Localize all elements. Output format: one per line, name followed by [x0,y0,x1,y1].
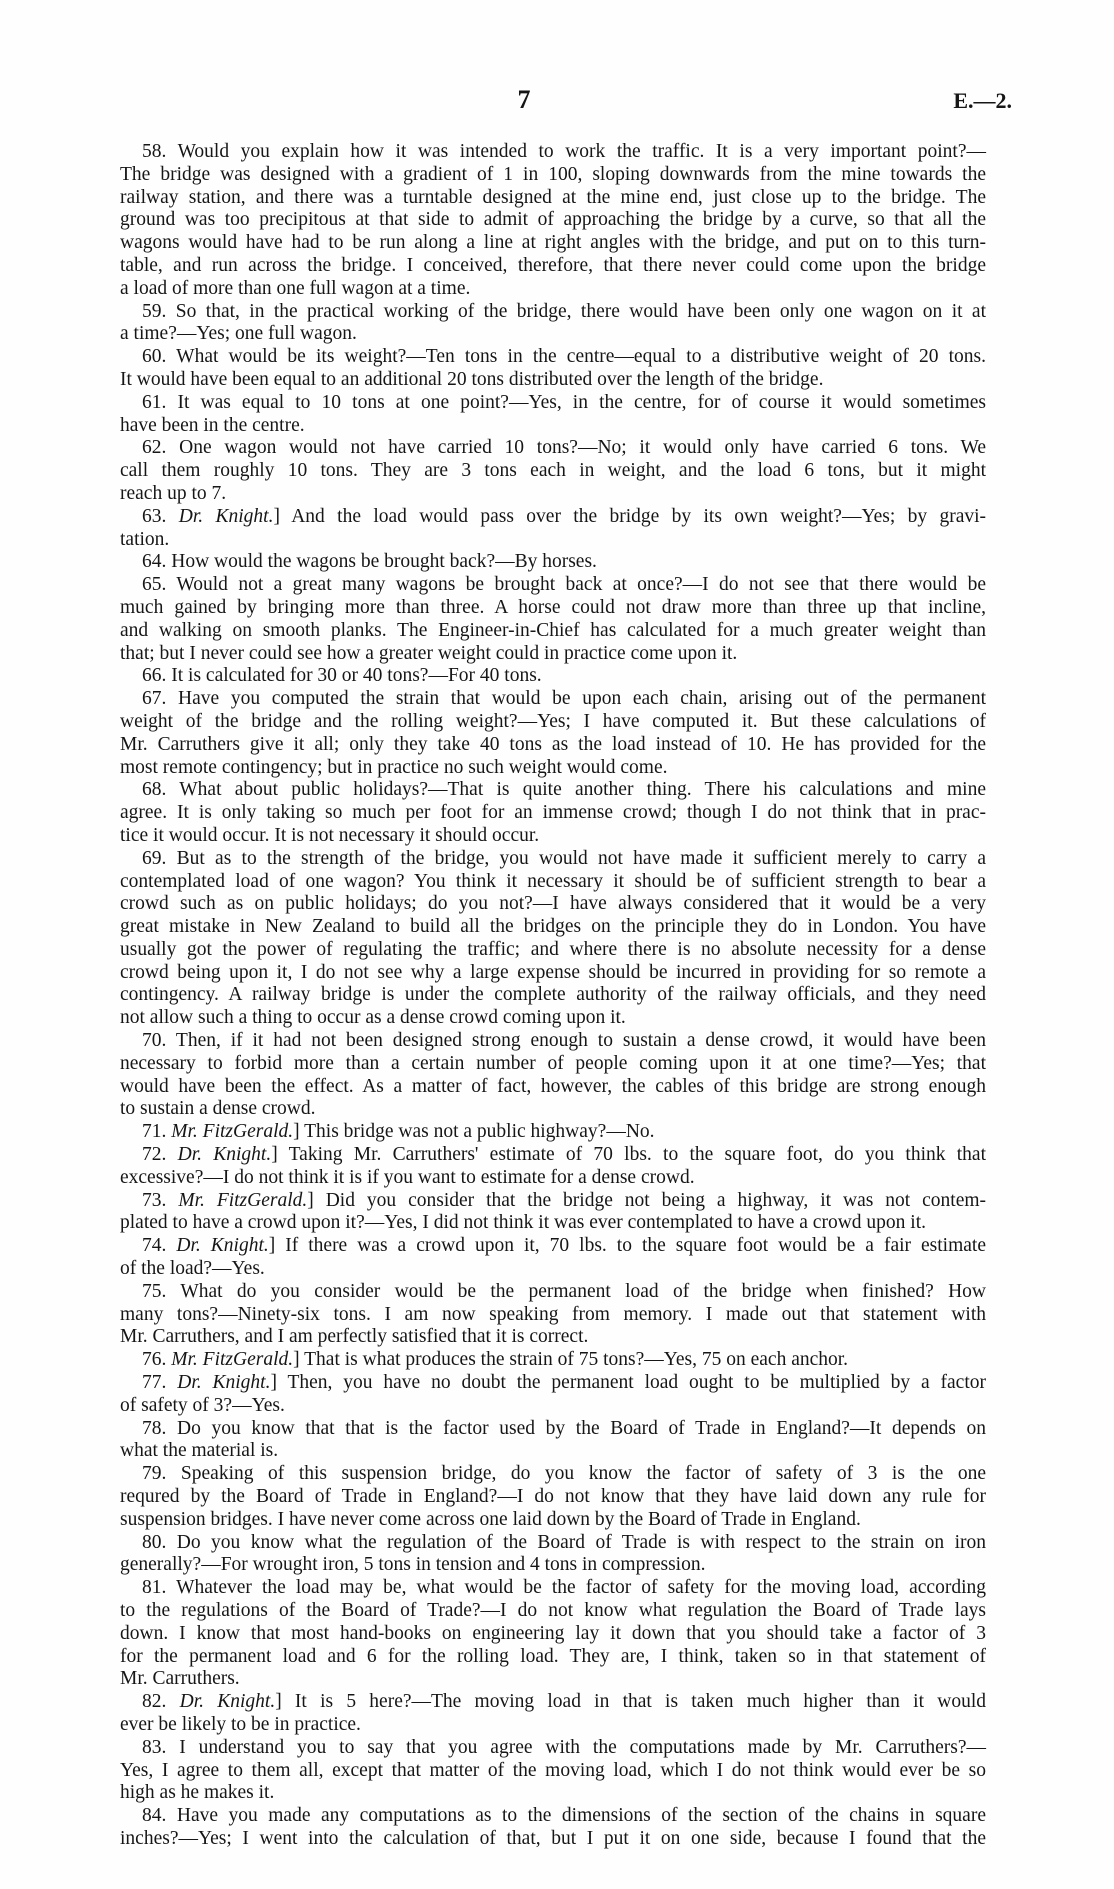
line-text: Have you made any computations as to the dimensions of the section of the chains in square [176,1805,986,1827]
text-line [120,757,986,780]
question-paragraph [120,574,986,665]
text-line [120,232,986,255]
text-line [120,551,986,574]
line-text: ] That is what produces the strain of 75 tons?—Yes, 75 on each anchor. [293,1349,849,1371]
text-line [120,278,986,301]
speaker-name: Dr. Knight. [177,1372,271,1394]
document-reference: E.—2. [953,88,1012,113]
text-line [120,1805,986,1828]
line-text: great mistake in New Zealand to build all the bridges on the principle they do in London. You have [120,916,986,938]
text-line [120,1167,986,1190]
text-line [120,506,986,529]
text-line [120,665,986,688]
line-text: wagons would have had to be run along a line at right angles with the bridge, and put on to this turn- [120,232,986,254]
line-text: Mr. Carruthers, and I am perfectly satisfied that it is correct. [120,1326,589,1348]
text-line [120,1190,986,1213]
line-text: have been in the centre. [120,414,305,436]
paragraph-number: 60. [142,346,167,368]
text-line [120,1782,986,1805]
line-text: How would the wagons be brought back?—By horses. [171,551,597,573]
text-line [120,939,986,962]
text-line [120,1714,986,1737]
text-line [120,1463,986,1486]
text-line [120,643,986,666]
line-text: Do you know that that is the factor used by the Board of Trade in England?—It depends on [177,1417,987,1439]
speaker-name: Dr. Knight. [178,505,274,527]
line-text: It was equal to 10 tons at one point?—Yes, in the centre, for of course it would sometimes [177,391,987,413]
line-text: Then, if it had not been designed strong enough to sustain a dense crowd, it would have been [175,1030,986,1052]
line-text: ] This bridge was not a public highway?—No. [293,1121,655,1143]
line-text: call them roughly 10 tons. They are 3 tons each in weight, and the load 6 tons, but it might [120,460,986,482]
line-text: What would be its weight?—Ten tons in the centre—equal to a distributive weight of 20 tons. [176,346,986,368]
line-text: necessary to forbid more than a certain number of people coming upon it at one time?—Yes; that [120,1052,986,1074]
paragraph-number: 62. [142,437,167,459]
line-text: and walking on smooth planks. The Engineer-in-Chief has calculated for a much greater weight than [120,619,986,641]
paragraph-number: 58. [142,141,167,162]
paragraph-number: 73. [142,1189,167,1211]
text-line [120,1440,986,1463]
text-line [120,825,986,848]
paragraph-number: 70. [142,1030,167,1052]
question-paragraph [120,688,986,779]
text-line [120,1030,986,1053]
line-text: What do you consider would be the permanent load of the bridge when finished? How [180,1280,986,1302]
question-paragraph [120,1532,986,1578]
text-line [120,141,986,164]
text-line [120,871,986,894]
speaker-name: Dr. Knight. [179,1691,276,1713]
text-line [120,984,986,1007]
text-line [120,1646,986,1669]
question-paragraph [120,141,986,301]
line-text: ] It is 5 here?—The moving load in that is taken much higher than it would [275,1691,986,1713]
line-text: generally?—For wrought iron, 5 tons in tension and 4 tons in compression. [120,1554,706,1576]
text-line [120,392,986,415]
line-text: to sustain a dense crowd. [120,1098,316,1120]
text-line [120,1076,986,1099]
text-line [120,1281,986,1304]
text-line [120,916,986,939]
text-line [120,1258,986,1281]
line-text: agree. It is only taking so much per foot for an immense crowd; though I do not think that in prac- [120,802,986,824]
line-text: One wagon would not have carried 10 tons?—No; it would only have carried 6 tons. We [179,437,986,459]
line-text: inches?—Yes; I went into the calculation of that, but I put it on one side, because I found that the [120,1827,986,1849]
line-text: a time?—Yes; one full wagon. [120,323,357,345]
question-paragraph [120,1577,986,1691]
text-line [120,1577,986,1600]
text-line [120,1212,986,1235]
text-line [120,255,986,278]
text-line [120,209,986,232]
line-text: Mr. Carruthers give it all; only they take 40 tons as the load instead of 10. He has provided for the [120,733,986,755]
text-line [120,1395,986,1418]
text-line [120,962,986,985]
text-line [120,802,986,825]
line-text: ] Taking Mr. Carruthers' estimate of 70 lbs. to the square foot, do you think that [271,1144,987,1166]
line-text: that; but I never could see how a greater weight could in practice come upon it. [120,642,738,664]
text-line [120,1372,986,1395]
text-line [120,483,986,506]
line-text: suspension bridges. I have never come across one laid down by the Board of Trade in England. [120,1508,861,1530]
text-line [120,1760,986,1783]
line-text: many tons?—Ninety-six tons. I am now speaking from memory. I made out that statement with [120,1303,986,1325]
line-text: Mr. Carruthers. [120,1668,240,1690]
line-text: to the regulations of the Board of Trade?—I do not know what regulation the Board of Trade lays [120,1600,986,1621]
question-paragraph [120,1030,986,1121]
line-text: for the permanent load and 6 for the rolling load. They are, I think, taken so in that statement of [120,1645,986,1667]
text-line [120,1235,986,1258]
text-line [120,893,986,916]
text-line [120,1007,986,1030]
line-text: contingency. A railway bridge is under the complete authority of the railway officials, and they need [120,984,986,1006]
question-paragraph [120,506,986,552]
text-line [120,529,986,552]
text-line [120,779,986,802]
line-text: The bridge was designed with a gradient of 1 in 100, sloping downwards from the mine towards the [120,163,986,185]
line-text: But as to the strength of the bridge, you would not have made it sufficient merely to carry a [176,847,987,869]
text-line [120,346,986,369]
paragraph-number: 77. [142,1372,167,1394]
text-line [120,734,986,757]
line-text: ] Then, you have no doubt the permanent load ought to be multiplied by a factor [270,1372,986,1394]
question-paragraph [120,437,986,505]
line-text: usually got the power of regulating the traffic; and where there is no absolute necessity for a dense [120,938,986,960]
question-paragraph [120,1281,986,1349]
text-line [120,1486,986,1509]
paragraph-number: 84. [142,1805,167,1827]
text-line [120,1600,986,1623]
question-paragraph [120,1349,986,1372]
paragraph-number: 68. [142,779,167,801]
question-paragraph [120,1805,986,1851]
text-line [120,848,986,871]
line-text: Do you know what the regulation of the Board of Trade is with respect to the strain on iron [176,1531,986,1553]
line-text: excessive?—I do not think it is if you want to estimate for a dense crowd. [120,1166,695,1188]
line-text: crowd being upon it, I do not see why a large expense should be incurred in providing for so remote a [120,961,986,983]
question-paragraph [120,1121,986,1144]
question-paragraph [120,1418,986,1464]
line-text: Yes, I agree to them all, except that matter of the moving load, which I do not think would ever be so [120,1759,986,1781]
paragraph-number: 67. [142,688,167,710]
line-text: tation. [120,528,170,550]
text-line [120,369,986,392]
line-text: most remote contingency; but in practice no such weight would come. [120,756,668,778]
line-text: high as he makes it. [120,1782,275,1804]
paragraph-number: 66. [142,665,167,687]
line-text: Would not a great many wagons be brought back at once?—I do not see that there would be [176,574,987,596]
text-line [120,1304,986,1327]
line-text: ] And the load would pass over the bridge by its own weight?—Yes; by gravi- [273,505,987,527]
question-paragraph [120,1190,986,1236]
paragraph-number: 78. [142,1417,167,1439]
question-paragraph [120,392,986,438]
question-paragraph [120,301,986,347]
text-line [120,1532,986,1555]
question-paragraph [120,346,986,392]
line-text: weight of the bridge and the rolling weight?—Yes; I have computed it. But these calculations of [120,710,986,732]
text-line [120,415,986,438]
question-paragraph [120,1691,986,1737]
text-line [120,323,986,346]
line-text: tice it would occur. It is not necessary it should occur. [120,824,540,846]
question-paragraph [120,1144,986,1190]
paragraph-number: 82. [142,1691,167,1713]
text-line [120,711,986,734]
line-text: What about public holidays?—That is quite another thing. There his calculations and mine [179,779,986,801]
text-line [120,164,986,187]
line-text: So that, in the practical working of the bridge, there would have been only one wagon on it at [175,300,987,322]
paragraph-number: 71. [142,1121,167,1143]
paragraph-number: 80. [142,1531,167,1553]
paragraph-number: 76. [142,1349,167,1371]
paragraph-number: 81. [142,1577,167,1599]
text-line [120,1098,986,1121]
line-text: of safety of 3?—Yes. [120,1394,285,1416]
body-text [120,141,986,1851]
paragraph-number: 63. [142,505,167,527]
line-text: table, and run across the bridge. I conceived, therefore, that there never could come upon the bridge [120,254,986,276]
line-text: ground was too precipitous at that side to admit of approaching the bridge by a curve, so that all the [120,209,986,231]
text-line [120,574,986,597]
text-line [120,1053,986,1076]
question-paragraph [120,665,986,688]
text-line [120,620,986,643]
text-line [120,597,986,620]
line-text: railway station, and there was a turntable designed at the mine end, just close up to the bridge. The [120,186,986,208]
speaker-name: Mr. FitzGerald. [171,1349,294,1371]
line-text: I understand you to say that you agree with the computations made by Mr. Carruthers?— [179,1736,986,1758]
text-line [120,301,986,324]
paragraph-number: 72. [142,1144,167,1166]
paragraph-number: 69. [142,847,167,869]
text-line [120,187,986,210]
text-line [120,688,986,711]
line-text: not allow such a thing to occur as a dense crowd coming upon it. [120,1007,626,1029]
text-line [120,1554,986,1577]
question-paragraph [120,1235,986,1281]
question-paragraph [120,848,986,1030]
speaker-name: Mr. FitzGerald. [178,1189,308,1211]
line-text: contemplated load of one wagon? You think it necessary it should be of sufficient strength to bear a [120,870,986,892]
question-paragraph [120,551,986,574]
text-line [120,1326,986,1349]
paragraph-number: 65. [142,574,167,596]
line-text: reach up to 7. [120,482,227,504]
line-text: Have you computed the strain that would be upon each chain, arising out of the permanent [178,688,987,710]
paragraph-number: 74. [142,1235,167,1257]
page-number: 7 [517,85,531,114]
question-paragraph [120,1372,986,1418]
line-text: what the material is. [120,1440,279,1462]
text-line [120,437,986,460]
paragraph-number: 79. [142,1463,167,1485]
line-text: Would you explain how it was intended to work the traffic. It is a very important point?— [177,141,986,162]
line-text: crowd such as on public holidays; do you not?—I have always considered that it would be a very [120,893,986,915]
line-text: of the load?—Yes. [120,1258,265,1280]
text-line [120,1509,986,1532]
line-text: down. I know that most hand-books on engineering lay it down that you should take a factor of 3 [120,1622,986,1644]
text-line [120,1418,986,1441]
line-text: ] Did you consider that the bridge not being a highway, it was not contem- [307,1189,987,1211]
speaker-name: Mr. FitzGerald. [171,1121,294,1143]
text-line [120,1349,986,1372]
line-text: plated to have a crowd upon it?—Yes, I did not think it was ever contemplated to have a crowd upon it. [120,1212,926,1234]
question-paragraph [120,1463,986,1531]
line-text: requred by the Board of Trade in England?—I do not know that they have laid down any rule for [120,1486,986,1508]
speaker-name: Dr. Knight. [176,1235,269,1257]
speaker-name: Dr. Knight. [177,1144,272,1166]
paragraph-number: 75. [142,1280,167,1302]
text-line [120,1144,986,1167]
line-text: much gained by bringing more than three. A horse could not draw more than three up that incline, [120,596,986,618]
line-text: ever be likely to be in practice. [120,1713,361,1735]
text-line [120,460,986,483]
question-paragraph [120,779,986,847]
paragraph-number: 64. [142,551,167,573]
paragraph-number: 83. [142,1736,167,1758]
line-text: would have been the effect. As a matter of fact, however, the cables of this bridge are strong enough [120,1075,986,1097]
line-text: It would have been equal to an additional 20 tons distributed over the length of the bridge. [120,368,824,390]
line-text: ] If there was a crowd upon it, 70 lbs. to the square foot would be a fair estimate [268,1235,986,1257]
text-line [120,1623,986,1646]
text-line [120,1691,986,1714]
text-line [120,1121,986,1144]
line-text: It is calculated for 30 or 40 tons?—For 40 tons. [171,665,542,687]
paragraph-number: 59. [142,300,167,322]
text-line [120,1668,986,1691]
text-line [120,1737,986,1760]
line-text: a load of more than one full wagon at a time. [120,277,471,299]
question-paragraph [120,1737,986,1805]
line-text: Speaking of this suspension bridge, do you know the factor of safety of 3 is the one [180,1463,986,1485]
line-text: Whatever the load may be, what would be the factor of safety for the moving load, according [176,1577,986,1599]
paragraph-number: 61. [142,391,167,413]
text-line [120,1828,986,1851]
